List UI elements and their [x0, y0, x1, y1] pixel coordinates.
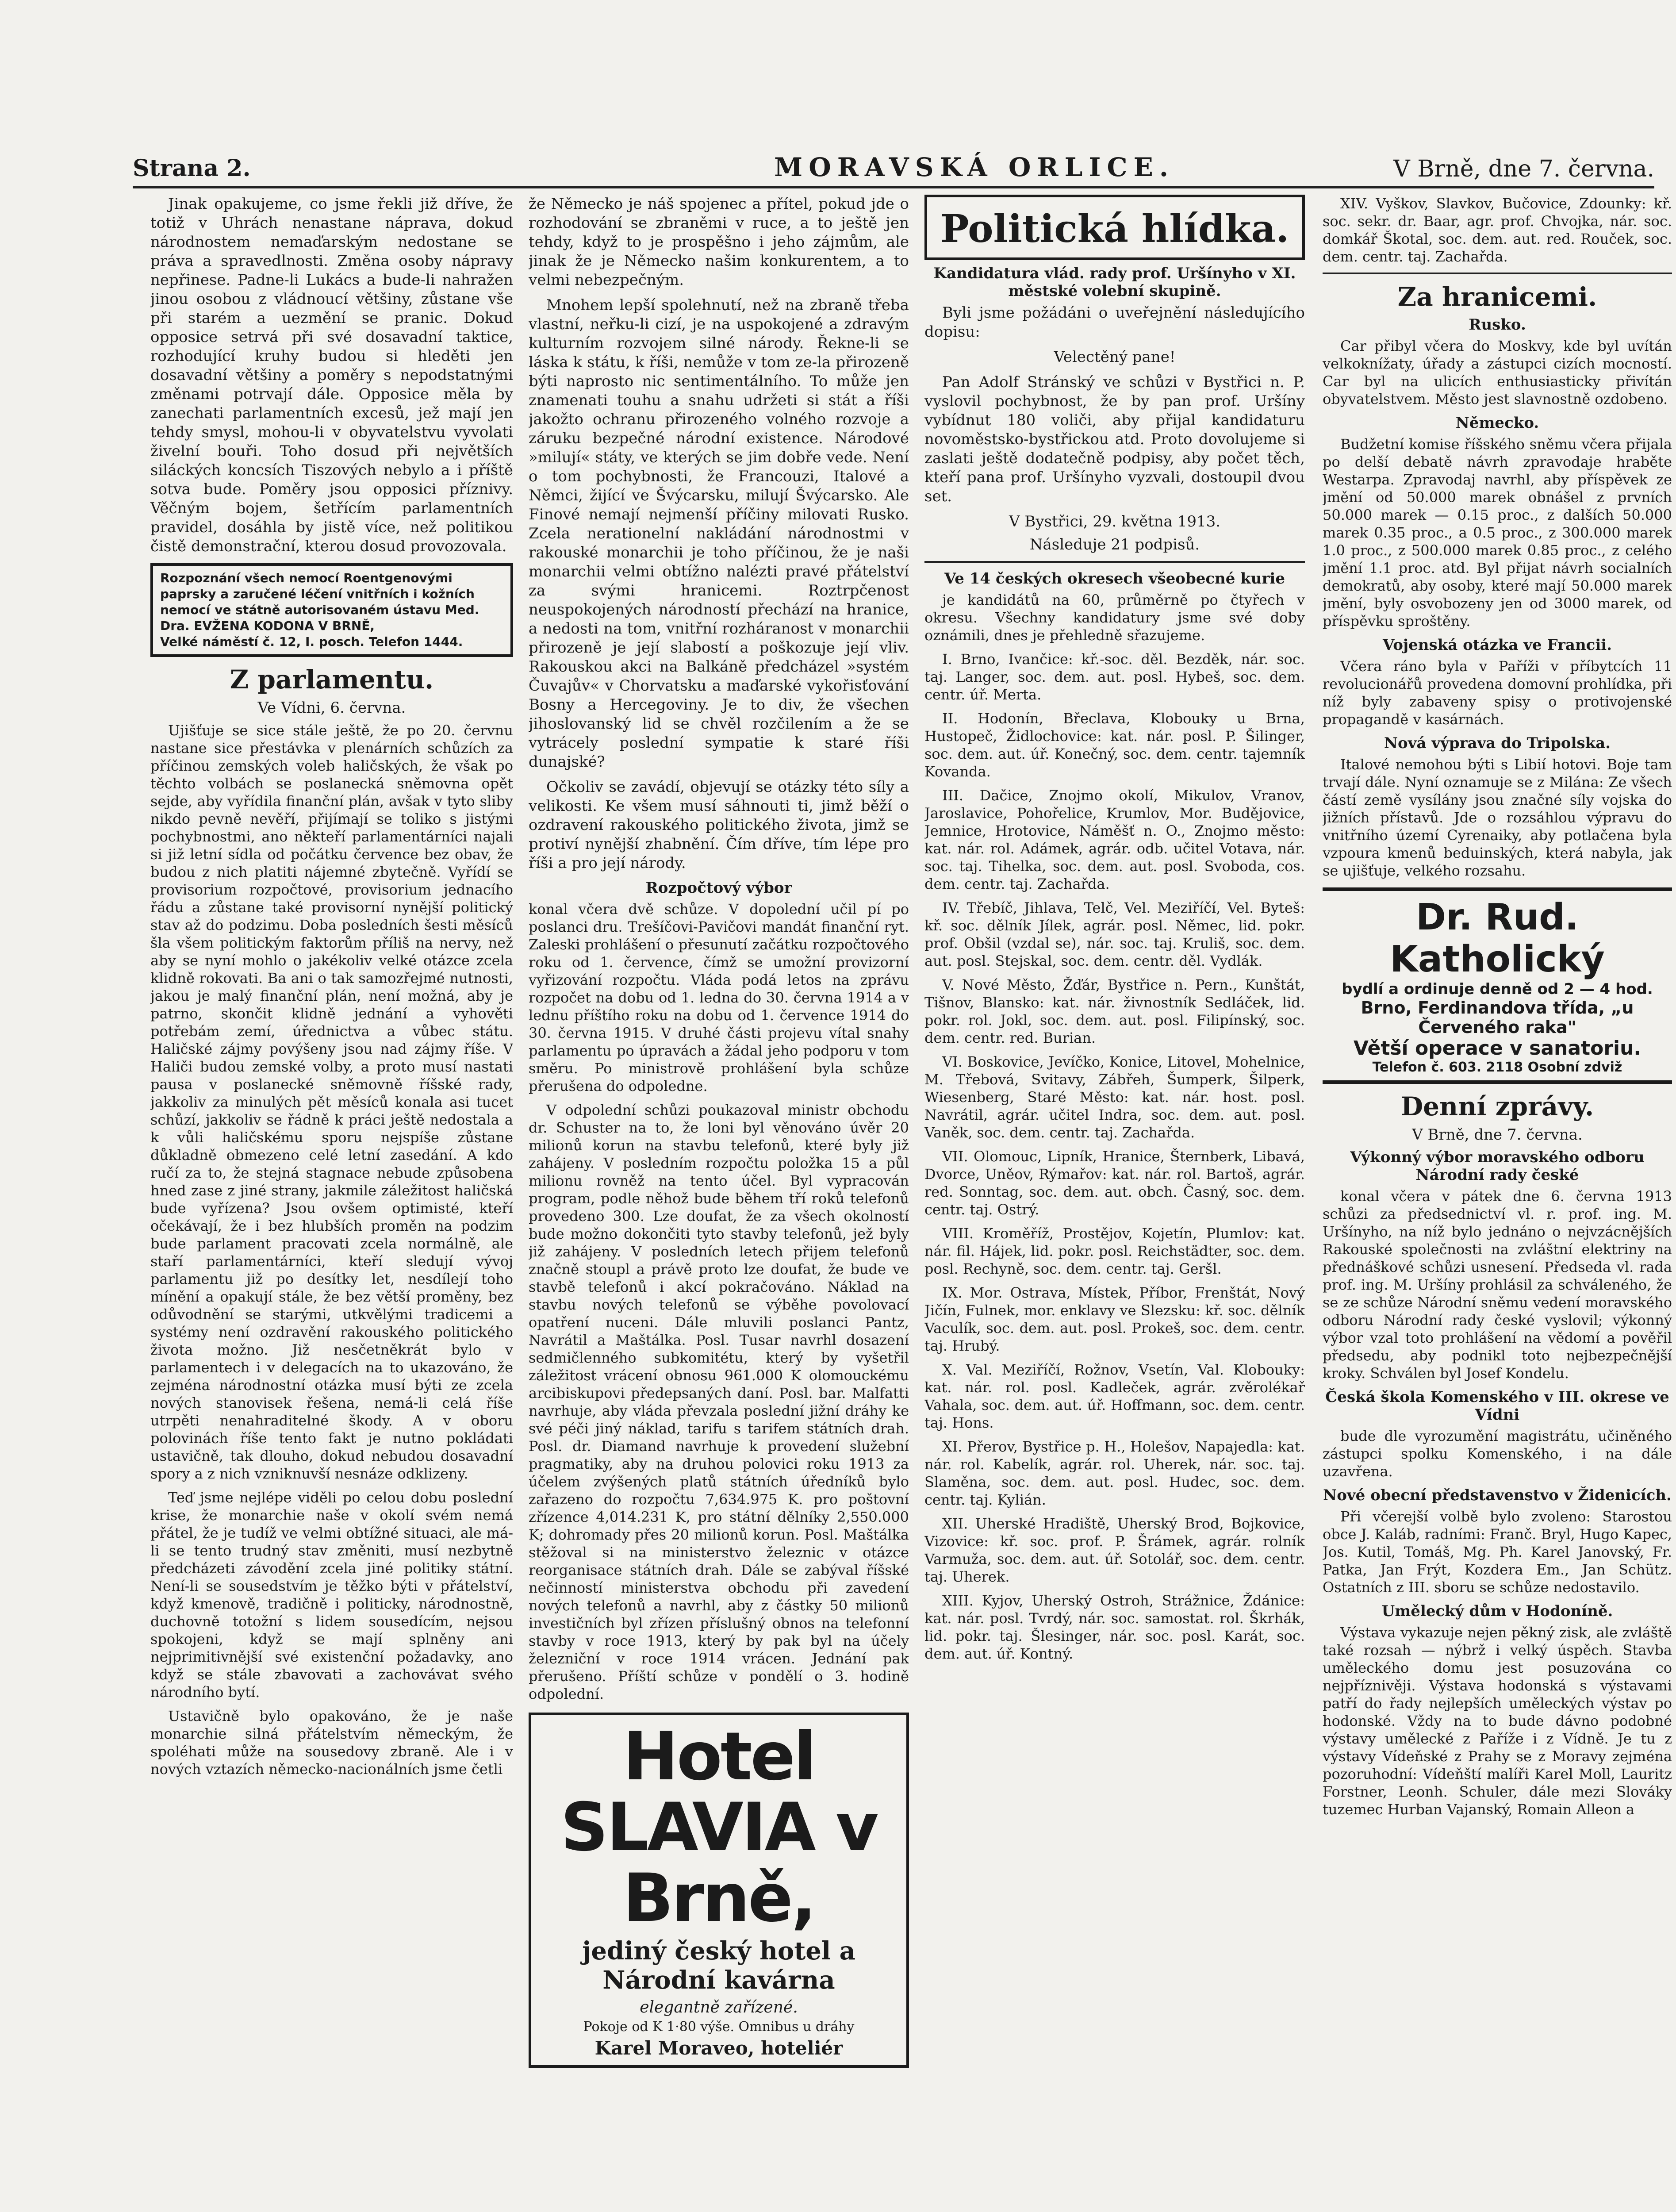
article-paragraph: Italové nemohou býti s Libií hotovi. Boje tam trvají dále. Nyní oznamuje se z Milána: Ze všech částí země vysílány jsou značné síly vojska do jižních přístavů. Jde o rozsáhlou výpravu do vnitřního území Cyrenaiky, aby potlačena byla vzpoura kmenů beduinských, která nabyla, jak se ujišťuje, velkého rozsahu. — [1323, 756, 1672, 879]
article-paragraph: Teď jsme nejlépe viděli po celou dobu poslední krise, že monarchie naše v okolí svém nemá přátel, že je tudíž ve velmi obtížné situaci, ale má-li se tento trudný stav změniti, musí nezbytně předcházeti závodění zcela jiné politiky státní. Není-li se sousedstvím je těžko býti v přátelství, když kmenově, tradičně i politicky, národnostně, duchovně totožní s lidem sousedícím, nejsou spokojeni, když se mají splněny ani nejprimitivnější své existenční požadavky, ano když se stále zbavovati a zachovávat svého národního bytí. — [150, 1489, 513, 1701]
section-title-abroad: Za hranicemi. — [1397, 282, 1597, 312]
doctor-address: Brno, Ferdinandova třída, „u Červeného raka" — [1361, 998, 1634, 1037]
dateline: V Brně, dne 7. června. — [1412, 1126, 1583, 1144]
letter-signatures: Následuje 21 podpisů. — [1029, 536, 1200, 553]
article-paragraph: Ujišťuje se sice stále ještě, že po 20. červnu nastane sice přestávka v plenárních schůzích za příčinou zemských voleb haličských, že však po těchto volbách se poslanecká sněmovna opět sejde, aby vyřídila finanční plán, avšak v tyto sliby nikdo pevně nevěří, přijímají se toliko s jistými pochybnostmi, ano někteří parlamentárníci najali si již letní sídla od počátku července bez obav, že budou z nich platiti nájemné zbytečně. Vyřídí se provisorium rozpočtové, provisorium jednacího řádu a zůstane také provisorní nynější politický stav až do podzimu. Doba posledních šesti měsíců šla všem politickým faktorům příliš na nervy, než aby se nyní mohlo o jakékoliv velké otázce zcela klidně rokovati. Ba ani o tak samozřejmé nutnosti, jakou je malý finanční plán, není možná, aby je patrno, skončit klidně jednání a vyhověti potřebám zemí, úřednictva a vůbec státu. Haličské zájmy povýšeny jsou nad zájmy říše. V Haliči budou zemské volby, a proto musí nastati pausa v poslanecké sněmovně říšské rady, jakkoliv za minulých pět měsíců konala asi tucet schůzí, jakkoliv se řádně k práci ještě nedostala a k vůli haličskému sporu nejspíše zůstane důkladně obmezeno celé letní zasedání. A kdo ručí za to, že stejná stagnace nebude způsobena hned zase z jiné strany, jakmile záležitost haličská bude vyřízena? Jsou ovšem optimisté, kteří očekávají, že i bez hlubších proměn na podzim bude parlament pracovati zcela normálně, ale staří parlamentárníci, kteří sledují vývoj parlamentu již po desítky let, nesdílejí toho mínění a opakují stále, že bez větší proměny, bez odůvodnění se starými, utkvělými tradicemi a systémy není ozdravění rakouského politického života možno. Již nesčetněkrát bylo v parlamentech i v delegacích na to ukazováno, že zejména národnostní otázka musí býti ze zcela nových stanovisek řešena, nemá-li celá říše utrpěti nenahraditelné škody. A v oboru polovinách říše tento fakt je nutno pokládati ustavičně, tak dlouho, dokud nebudou dosavadní spory a z nich vzniknuvší nesnáze odklizeny. — [150, 722, 513, 1482]
article-paragraph: je kandidátů na 60, průměrně po čtyřech v okresu. Všechny kandidatury jsme své doby oznámili, dnes je přehledně sřazujeme. — [924, 591, 1305, 644]
district-entry: VI. Boskovice, Jevíčko, Konice, Litovel, Mohelnice, M. Třebová, Svitavy, Zábřeh, Šumperk, Šilperk, Wiesenberg, Staré Město: kat. nár. host. posl. Navrátil, agrár. učitel Indra, soc. dem. aut. posl. Vaněk, soc. dem. centr. taj. Zachařda. — [924, 1053, 1305, 1141]
ad-line: Rozpoznání všech nemocí Roentgenovými — [160, 571, 453, 585]
subheading-zidenice: Nové obecní představenstvo v Židenicích. — [1323, 1486, 1672, 1504]
article-paragraph: V odpolední schůzi poukazoval ministr obchodu dr. Schuster na to, že loni byl věnováno úvěr 20 milionů korun na stavbu telefonů, které byly již zahájeny. V posledním rozpočtu položka 15 a půl milionu rovněž na tento účel. Byl vypracován program, podle něhož bude během tří roků telefonů provedeno 300. Lze doufat, že za všech okolností bude možno dokončiti tyto stavby telefonů, jež byly již zahájeny. V posledních letech přijem telefonů značně stoupl a právě proto lze doufat, že bude ve stavbě telefonů i akcí pokračováno. Náklad na stavbu nových telefonů se výběhe povolovací opatření nuceni. Dále mluvili poslanci Pantz, Navrátil a Maštálka. Posl. Tusar navrhl dosazení sedmičlenného subkomitétu, který by vyšetřil záležitost vrácení obnosu 961.000 K olomouckému arcibiskupovi předepsaných daní. Posl. bar. Malfatti navrhuje, aby vláda převzala poslední jižní dráhy ke své péči jiný náklad, tarifu s tarifem státních drah. Posl. dr. Diamand navrhuje k provedení služební pragmatiky, aby na druhou polovici roku 1913 za účelem zvýšených platů státních úředníků bylo zařazeno do rozpočtu 7,634.975 K. pro poštovní zřízence 4,014.231 K, pro státní dělníky 2,550.000 K; dohromady přes 20 milionů korun. Posl. Maštálka stěžoval si na ministerstvo železnic v otázce reorganisace státních drah. Dále se zabýval říšské nečinností ministerstva obchodu při zavedení nových telefonů a navrhl, aby z částky 50 milionů investičních byl zřízen příslušný obnos na telefonní stavby v roce 1913, který by pak byl na účely železniční v roce 1914 vrácen. Jednání pak přerušeno. Příští schůze v pondělí o 3. hodině odpolední. — [529, 1102, 909, 1702]
hotel-furnishing: elegantně zařízené. — [640, 1998, 798, 2016]
section-title-parliament: Z parlamentu. — [230, 664, 434, 695]
subheading-russia: Rusko. — [1469, 316, 1526, 334]
district-entry: XI. Přerov, Bystřice p. H., Holešov, Napajedla: kat. nár. rol. Kabelík, agrár. rol. Uherek, nár. soc. taj. Slaměna, soc. dem. aut. posl. Hudec, soc. dem. centr. taj. Kylián. — [924, 1438, 1305, 1508]
page-header — [133, 146, 1654, 188]
doctor-operations: Větší operace v sanatoriu. — [1353, 1037, 1641, 1060]
column-3 — [924, 195, 1305, 2212]
section-title-politics: Politická hlídka. — [940, 207, 1289, 251]
letter-dateline: V Bystřici, 29. května 1913. — [1009, 513, 1221, 530]
subheading-districts: Ve 14 českých okresech všeobecné kurie — [944, 570, 1285, 588]
district-entry: XIII. Kyjov, Uherský Ostroh, Strážnice, Ždánice: kat. nár. posl. Tvrdý, nár. soc. samostat. rol. Škrhák, lid. pokr. taj. Šlesinger, nár. soc. posl. Karát, soc. dem. aut. úř. Kontný. — [924, 1592, 1305, 1662]
article-paragraph: Výstava vykazuje nejen pěkný zisk, ale zvláště také rozsah — nýbrž i velký úspěch. Stavba uměleckého domu jest posuzována co nejpříznivěji. Výstava hodonská s výstavami patří do řady nejlepších uměleckých výstav po hodonské. Vždy na to bude dávno podobné výstavy umělecké z Paříže i z Vídně. Je tu z výstavy Vídeňské z Prahy se z Moravy zejména pozoruhodní: Vídeňští malíři Karel Moll, Lauritz Forstner, Leonh. Schuler, dále mezi Slováky tuzemec Hurban Vajanský, Romain Alleon a — [1323, 1624, 1672, 1818]
subheading-germany: Německo. — [1455, 414, 1539, 432]
article-paragraph: Byli jsme požádáni o uveřejnění následujícího dopisu: — [924, 304, 1305, 341]
hotel-tagline: jediný český hotel a Národní kavárna — [582, 1936, 855, 1995]
column-4 — [1323, 195, 1672, 2212]
salutation: Velectěný pane! — [1054, 348, 1176, 366]
doctor-ad — [1323, 887, 1672, 1084]
roentgen-ad — [150, 563, 513, 657]
column-1 — [150, 195, 513, 2212]
column-2 — [529, 195, 909, 2212]
section-title-daily-news: Denní zprávy. — [1400, 1091, 1594, 1121]
ad-line: paprsky a zaručené léčení vnitřních i kožních nemocí ve státně autorisovaném ústavu Med. Dra. EVŽENA KODONA V BRNĚ, — [160, 587, 479, 633]
article-paragraph: Car přibyl včera do Moskvy, kde byl uvítán velkoknížaty, úřady a zástupci cizích mocností. Car byl na ulicích enthusiasticky přivítán obyvatelstvem. Město jest slavnostně ozdobeno. — [1323, 338, 1672, 407]
hotel-prices: Pokoje od K 1·80 výše. Omnibus u dráhy — [583, 2019, 855, 2035]
article-paragraph: Jinak opakujeme, co jsme řekli již dříve, že totiž v Uhrách nenastane náprava, dokud národnostem nemaďarským nedostane se práva a spravedlnosti. Změna osoby nápravy nepřinese. Padne-li Lukács a bude-li nahražen jinou osobou z vládnoucí většiny, zůstane vše při starém a uezmění se pranic. Dokud opposice setrvá při své dosavadní taktice, rozhodující kruhy budou si hleděti jen dosavadní většiny a poměry s nepodstatnými změnami potrvají dále. Opposice měla by zanechati parlamentních excesů, jež mají jen tehdy smysl, mohou-li v obyvatelstvu vyvolati živelní bouři. Toho dosud při největších siláckých koncsích Tiszových nebylo a i příště sotva bude. Poměry jsou opposici příznivy. Věčným bojem, šetřícím parlamentních pravidel, dosáhla by jistě více, než politikou čistě demonstrační, kterou dosud provozovala. — [150, 195, 513, 555]
dateline: Ve Vídni, 6. června. — [257, 699, 406, 717]
district-entry: XII. Uherské Hradiště, Uherský Brod, Bojkovice, Vizovice: kř. soc. prof. P. Šrámek, agrár. rolník Varmuža, soc. dem. aut. úř. Sotolář, soc. dem. centr. taj. Uherek. — [924, 1515, 1305, 1585]
subheading-comenius-school: Česká škola Komenského v III. okrese ve Vídni — [1325, 1388, 1669, 1424]
subheading-budget-committee: Rozpočtový výbor — [645, 879, 792, 897]
doctor-phone: Telefon č. 603. 2118 Osobní zdviž — [1372, 1060, 1622, 1075]
subheading-national-council: Výkonný výbor moravského odboru Národní rady české — [1350, 1148, 1645, 1184]
district-entry: X. Val. Meziříčí, Rožnov, Vsetín, Val. Klobouky: kat. nár. rol. posl. Kadleček, agrár. zvěrolékař Vahala, soc. dem. aut. úř. Hoffmann, soc. dem. centr. taj. Hons. — [924, 1361, 1305, 1431]
district-entry: II. Hodonín, Břeclava, Klobouky u Brna, Hustopeč, Židlochovice: kat. nár. posl. P. Šilinger, soc. dem. aut. úř. Konečný, soc. dem. centr. tajemník Kovanda. — [924, 710, 1305, 780]
subheading-tripoli: Nová výprava do Tripolska. — [1384, 734, 1611, 752]
article-paragraph: Ustavičně bylo opakováno, že je naše monarchie silná přátelstvím německým, že spoléhati může na sousedovy zbraně. Ale i v nových vztazích německo-nacionálních jsme četli — [150, 1708, 513, 1778]
article-paragraph: Včera ráno byla v Paříži v příbytcích 11 revolucionářů provedena domovní prohlídka, při níž byly zabaveny spisy o protivojenské propagandě v kasárnách. — [1323, 658, 1672, 728]
doctor-name: Dr. Rud. Katholický — [1390, 896, 1605, 980]
doctor-hours: bydlí a ordinuje denně od 2 — 4 hod. — [1342, 980, 1653, 998]
issue-date: V Brně, dne 7. června. — [1393, 156, 1654, 182]
article-paragraph: Očkoliv se zavádí, objevují se otázky této síly a velikosti. Ke všem musí sáhnouti ti, jimž běží o ozdravení rakouského politického života, jimž se protiví nynější zhabnění. Čím dříve, tím lépe pro říši a pro její národy. — [529, 778, 909, 872]
district-entry: XIV. Vyškov, Slavkov, Bučovice, Zdounky: kř. soc. sekr. dr. Baar, agr. prof. Chvojka, nár. soc. domkář Škotal, soc. dem. aut. red. Rouček, soc. dem. centr. taj. Zachařda. — [1323, 195, 1672, 265]
subheading-france: Vojenská otázka ve Francii. — [1382, 636, 1612, 654]
article-paragraph: bude dle vyrozumění magistrátu, učiněného zástupci spolku Komenského, i na dále uzavřena. — [1323, 1428, 1672, 1480]
divider — [1323, 273, 1672, 274]
newspaper-title: MORAVSKÁ ORLICE. — [774, 152, 1175, 182]
divider — [924, 561, 1305, 563]
article-paragraph: Pan Adolf Stránský ve schůzi v Bystřici n. P. vyslovil pochybnost, že by pan prof. Uršíny vybídnut 180 voliči, aby přijal kandidaturu novoměstsko-bystřickou atd. Proto dovolujeme si zaslati ještě dodatečně podpisy, aby počet těch, kteří pana prof. Uršínyho vyzvali, dostoupil dvou set. — [924, 373, 1305, 505]
article-paragraph: Budžetní komise říšského sněmu včera přijala po delší debatě návrh zpravodaje hraběte Westarpa. Zpravodaj navrhl, aby příspěvek ze jmění od 50.000 marek obnášel z prvních 50.000 marek — 0.15 proc., z dalších 50.000 marek 0.35 proc., a 0.5 proc., z 300.000 marek 1.0 proc., z 500.000 marek 0.85 proc., z celého jmění 1.1 proc. atd. Byl přijat návrh socialních demokratů, aby osoby, které mají 50.000 marek jmění, byly osvobozeny jen od 3000 marek, od příspěvku sproštěny. — [1323, 436, 1672, 630]
article-paragraph: konal včera dvě schůze. V dopolední učil pí po poslanci dru. Trešíčovi-Pavičovi mandát finanční ryt. Zaleski prohlášení o přesunutí začátku rozpočtového roku od 1. července, čímž se umožní provizorní vyřizování rozpočtu. Vláda podá letos na zprávu rozpočet na dobu od 1. ledna do 30. června 1914 a v lednu příštího roku na dobu od 1. července 1914 do 30. června 1915. V druhé části projevu vítal snahy parlamentu po úpravách a žádal jeho podporu v tom směru. Po ministrově prohlášení byla schůze přerušena do odpoledne. — [529, 901, 909, 1094]
hotel-slavia-ad — [529, 1713, 909, 2068]
article-paragraph: Mnohem lepší spolehnutí, než na zbraně třeba vlastní, neřku-li cizí, je na uspokojené a zdravým kulturním rozvojem silné národy. Řekne-li se láska k státu, k říši, nemůže v tom ze-la přirozeně býti naprosto nic sentimentálního. To může jen znamenati touhu a snahu udržeti si stát a říši jakožto ochranu přirozeného volného rozvoje a záruku bezpečné národní existence. Národové »milují« státy, ve kterých se jim dobře vede. Není o tom pochybnosti, že Francouzi, Italové a Němci, žijící ve Švýcarsku, milují Švýcarsko. Ale Finové nemají nejmenší příčiny milovati Rusko. Zcela nerationelní nakládání národnostmi v rakouské monarchii je toho příčinou, že je naši monarchii velmi obtížno nalézti pravé přátelství za svými hranicemi. Roztrpčenost neuspokojených národností přechází na hranice, a nedosti na tom, vnitřní rozháranost v monarchii přirozeně je její slabostí a poškozuje její vliv. Rakouskou akci na Balkáně předcházel »systém Čuvajův« v Chorvatsku a maďarské vykořisťování Bosny a Hercegoviny. Je to div, že všechen jihoslovanský lid se chvěl rozčilením a že se vytrácely poslední sympatie k staré říši dunajské? — [529, 296, 909, 771]
hotel-name: Hotel SLAVIA v Brně, — [560, 1718, 877, 1937]
article-paragraph: že Německo je náš spojenec a přítel, pokud jde o rozhodování se zbraněmi v ruce, a to ještě jen tehdy, když to je prospěšno i jeho zájmům, ale jinak že je Německo našim konkurentem, a to velmi nebezpečným. — [529, 195, 909, 289]
subheading-candidacy: Kandidatura vlád. rady prof. Uršínyho v XI. městské volební skupině. — [933, 265, 1296, 300]
district-entry: IV. Třebíč, Jihlava, Telč, Vel. Meziříčí, Vel. Byteš: kř. soc. dělník Jílek, agrár. posl. Němec, lid. pokr. prof. Obšil (vzdal se), nár. soc. taj. Kruliš, soc. dem. aut. posl. Stejskal, soc. dem. centr. děl. Vydlák. — [924, 899, 1305, 969]
district-entry: I. Brno, Ivančice: kř.-soc. děl. Bezděk, nár. soc. taj. Langer, soc. dem. aut. posl. Hybeš, soc. dem. centr. úř. Merta. — [924, 651, 1305, 703]
hotel-owner: Karel Moraveo, hoteliér — [594, 2037, 843, 2059]
article-paragraph: konal včera v pátek dne 6. června 1913 schůzi za předsednictví vl. r. prof. ing. M. Uršínyho, na níž bylo jednáno o nejvzácnějších Rakouské společnosti na zvláštní elektriny na přednáškové schůzi usnesení. Předseda vl. rada prof. ing. M. Uršíny prohlásil za schváleného, že se ze schůze Národní sněmu vedení moravského odboru Národní rady české vyslovil; výkonný výbor vzal toto prohlášení na vědomí a pověřil předsedu, aby podnikl toto nejbezpečnější kroky. Schválen byl Josef Kondelu. — [1323, 1188, 1672, 1382]
district-entry: VII. Olomouc, Lipník, Hranice, Šternberk, Libavá, Dvorce, Uněov, Rýmařov: kat. nár. rol. Bartoš, agrár. red. Sonntag, soc. dem. aut. obch. Časný, soc. dem. centr. taj. Ostrý. — [924, 1148, 1305, 1218]
district-entry: IX. Mor. Ostrava, Místek, Příbor, Frenštát, Nový Jičín, Fulnek, mor. enklavy ve Slezsku: kř. soc. dělník Vaculík, soc. dem. aut. posl. Prokeš, soc. dem. centr. taj. Hrubý. — [924, 1284, 1305, 1354]
article-paragraph: Při včerejší volbě bylo zvoleno: Starostou obce J. Kaláb, radními: Franč. Bryl, Hugo Kapec, Jos. Kutil, Tomáš, Mg. Ph. Karel Janovský, Fr. Patka, Jan Frýt, Kozdera Em., Jan Schütz. Ostatních z III. sboru se schůze nedostavilo. — [1323, 1508, 1672, 1596]
subheading-art-house: Umělecký dům v Hodoníně. — [1381, 1602, 1613, 1620]
district-entry: V. Nové Město, Žďár, Bystřice n. Pern., Kunštát, Tišnov, Blansko: kat. nár. živnostník Sedláček, lid. pokr. rol. Jokl, soc. dem. aut. posl. Filipínský, soc. dem. centr. red. Burian. — [924, 976, 1305, 1046]
ad-line: Velké náměstí č. 12, I. posch. Telefon 1444. — [160, 634, 463, 649]
page-number: Strana 2. — [133, 155, 251, 182]
district-entry: VIII. Kroměříž, Prostějov, Kojetín, Plumlov: kat. nár. fil. Hájek, lid. pokr. posl. Reichstädter, soc. dem. posl. Rechyně, soc. dem. centr. taj. Geršl. — [924, 1225, 1305, 1277]
district-entry: III. Dačice, Znojmo okolí, Mikulov, Vranov, Jaroslavice, Pohořelice, Krumlov, Mor. Budějovice, Jemnice, Hrotovice, Náměšť n. O., Znojmo město: kat. nár. rol. Adámek, agrár. odb. učitel Votava, nár. soc. taj. Tihelka, soc. dem. aut. posl. Svoboda, cos. dem. centr. taj. Zachařda. — [924, 787, 1305, 892]
